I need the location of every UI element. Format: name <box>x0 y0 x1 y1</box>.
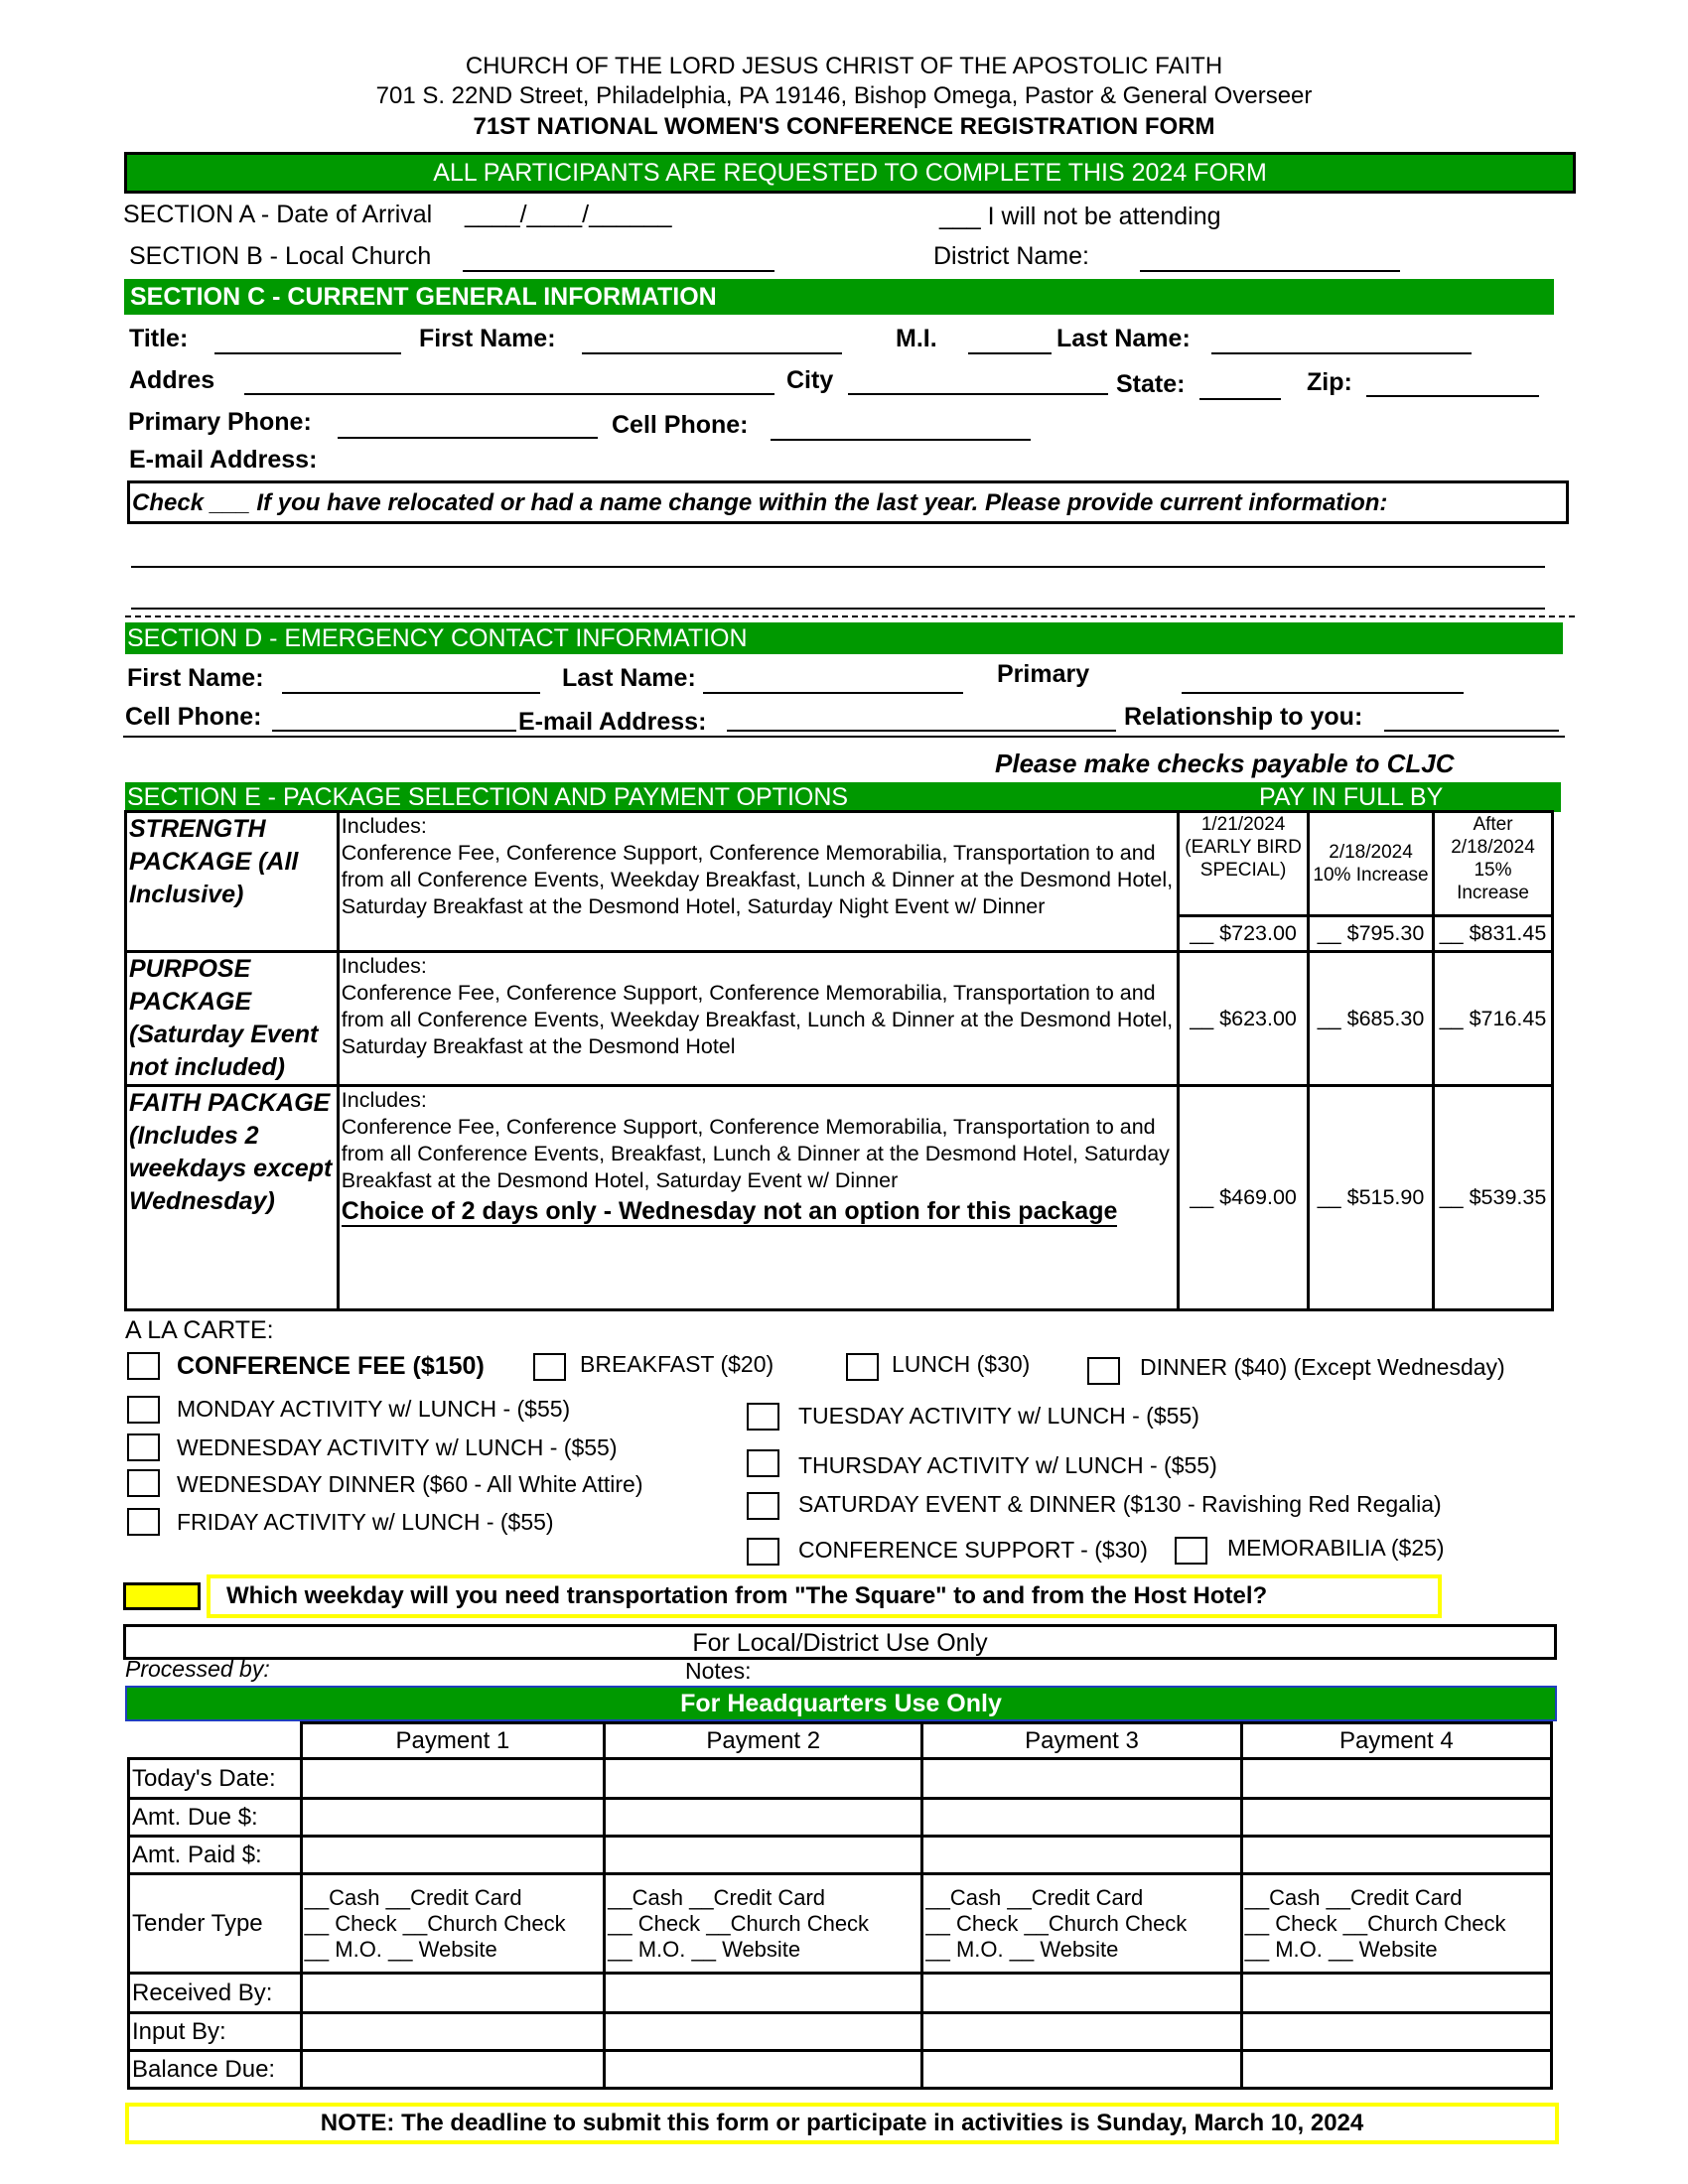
arrival-date-field[interactable]: ____/____/______ <box>465 201 672 228</box>
payment-3-header: Payment 3 <box>922 1723 1241 1759</box>
purpose-price-1[interactable]: __ $623.00 <box>1179 952 1309 1086</box>
cell-phone-field[interactable] <box>771 439 1031 441</box>
received-by-cell[interactable] <box>605 1974 922 2013</box>
info-line-2[interactable] <box>131 608 1545 610</box>
ec-email-field[interactable] <box>727 730 1116 732</box>
amt-paid-cell[interactable] <box>922 1837 1241 1874</box>
purpose-price-2[interactable]: __ $685.30 <box>1309 952 1434 1086</box>
col-header-early-bird: 1/21/2024 (EARLY BIRD SPECIAL) <box>1179 812 1309 916</box>
ec-first-name-label: First Name: <box>127 664 264 692</box>
address-label: Addres <box>129 366 215 394</box>
processed-by-label: Processed by: <box>125 1656 270 1682</box>
todays-date-label: Today's Date: <box>129 1759 302 1799</box>
amt-due-cell[interactable] <box>922 1799 1241 1837</box>
received-by-cell[interactable] <box>922 1974 1241 2013</box>
ec-primary-label: Primary <box>997 660 1090 688</box>
strength-package-name: STRENGTH PACKAGE (All Inclusive) <box>126 812 339 952</box>
checks-payable-note: Please make checks payable to CLJC <box>995 749 1455 778</box>
input-by-cell[interactable] <box>301 2013 604 2051</box>
balance-due-label: Balance Due: <box>129 2051 302 2089</box>
wednesday-label: WEDNESDAY ACTIVITY w/ LUNCH - ($55) <box>177 1434 618 1460</box>
col-header-10pct: 2/18/2024 10% Increase <box>1309 812 1434 916</box>
district-label: District Name: <box>933 242 1089 270</box>
ec-relationship-field[interactable] <box>1384 730 1559 732</box>
tender-type-cell[interactable]: __Cash __Credit Card __ Check __Church Check __ M.O. __ Website <box>605 1874 922 1974</box>
col-header-15pct: After 2/18/2024 15% Increase <box>1434 812 1553 916</box>
memorabilia-checkbox[interactable] <box>1175 1537 1207 1565</box>
transport-question: Which weekday will you need transportation from "The Square" to and from the Host Hotel? <box>207 1574 1442 1618</box>
pay-in-full-label: PAY IN FULL BY <box>1259 783 1444 811</box>
state-label: State: <box>1116 370 1186 398</box>
faith-package-name: FAITH PACKAGE (Includes 2 weekdays except Wednesday) <box>126 1086 339 1310</box>
zip-label: Zip: <box>1307 368 1352 396</box>
section-e-title: SECTION E - PACKAGE SELECTION AND PAYMENT OPTIONS <box>127 783 849 811</box>
first-name-field[interactable] <box>582 352 842 354</box>
saturday-checkbox[interactable] <box>747 1492 779 1520</box>
title-field[interactable] <box>214 352 401 354</box>
first-name-label: First Name: <box>419 325 556 352</box>
last-name-field[interactable] <box>1211 352 1472 354</box>
tuesday-label: TUESDAY ACTIVITY w/ LUNCH - ($55) <box>798 1403 1199 1429</box>
faith-price-2[interactable]: __ $515.90 <box>1309 1086 1434 1310</box>
ec-relationship-label: Relationship to you: <box>1124 703 1363 731</box>
a-la-carte-title: A LA CARTE: <box>125 1316 274 1344</box>
ec-cell-field[interactable] <box>272 730 516 732</box>
breakfast-checkbox[interactable] <box>533 1353 566 1381</box>
amt-due-cell[interactable] <box>301 1799 604 1837</box>
payment-1-header: Payment 1 <box>301 1723 604 1759</box>
amt-paid-cell[interactable] <box>605 1837 922 1874</box>
faith-price-3[interactable]: __ $539.35 <box>1434 1086 1553 1310</box>
city-label: City <box>786 366 834 394</box>
todays-date-cell[interactable] <box>301 1759 604 1799</box>
purpose-package-name: PURPOSE PACKAGE (Saturday Event not included) <box>126 952 339 1086</box>
amt-paid-label: Amt. Paid $: <box>129 1837 302 1874</box>
todays-date-cell[interactable] <box>1241 1759 1551 1799</box>
mi-label: M.I. <box>896 325 937 352</box>
thursday-label: THURSDAY ACTIVITY w/ LUNCH - ($55) <box>798 1452 1217 1478</box>
section-d-header: SECTION D - EMERGENCY CONTACT INFORMATION <box>125 622 1563 654</box>
faith-price-1[interactable]: __ $469.00 <box>1179 1086 1309 1310</box>
dinner-label: DINNER ($40) (Except Wednesday) <box>1140 1354 1505 1380</box>
amt-paid-cell[interactable] <box>301 1837 604 1874</box>
input-by-cell[interactable] <box>605 2013 922 2051</box>
mi-field[interactable] <box>968 352 1052 354</box>
title-label: Title: <box>129 325 189 352</box>
received-by-cell[interactable] <box>1241 1974 1551 2013</box>
faith-package-note: Choice of 2 days only - Wednesday not an option for this package <box>341 1197 1118 1225</box>
notes-label: Notes: <box>685 1658 752 1684</box>
received-by-cell[interactable] <box>301 1974 604 2013</box>
wednesday-dinner-label: WEDNESDAY DINNER ($60 - All White Attire) <box>177 1471 643 1497</box>
balance-due-cell[interactable] <box>922 2051 1241 2089</box>
hq-header: For Headquarters Use Only <box>125 1686 1557 1721</box>
ec-last-name-field[interactable] <box>703 692 963 694</box>
hq-table <box>127 1721 1553 2090</box>
deadline-note: NOTE: The deadline to submit this form or participate in activities is Sunday, March 10, 2024 <box>125 2103 1559 2144</box>
input-by-cell[interactable] <box>922 2013 1241 2051</box>
purpose-package-desc: Includes: Conference Fee, Conference Support, Conference Memorabilia, Transportation to and from all Conference Events, Weekday Breakfast, Lunch & Dinner at the Desmond Hotel, Saturday Breakfast at the Desmond Hotel <box>338 952 1178 1086</box>
payment-4-header: Payment 4 <box>1241 1723 1551 1759</box>
primary-phone-label: Primary Phone: <box>128 408 312 436</box>
form-title: 71ST NATIONAL WOMEN'S CONFERENCE REGISTRATION FORM <box>473 113 1215 140</box>
email-label: E-mail Address: <box>129 446 318 474</box>
city-field[interactable] <box>848 393 1108 395</box>
input-by-cell[interactable] <box>1241 2013 1551 2051</box>
section-c-header: SECTION C - CURRENT GENERAL INFORMATION <box>124 279 1554 315</box>
tender-type-cell[interactable]: __Cash __Credit Card __ Check __Church Check __ M.O. __ Website <box>1241 1874 1551 1974</box>
friday-checkbox[interactable] <box>127 1508 160 1536</box>
info-line-1[interactable] <box>131 566 1545 568</box>
ec-last-name-label: Last Name: <box>562 664 696 692</box>
friday-label: FRIDAY ACTIVITY w/ LUNCH - ($55) <box>177 1509 554 1535</box>
local-church-field[interactable] <box>463 270 774 272</box>
balance-due-cell[interactable] <box>1241 2051 1551 2089</box>
banner: ALL PARTICIPANTS ARE REQUESTED TO COMPLETE THIS 2024 FORM <box>124 152 1576 194</box>
section-d-rule <box>123 736 1565 738</box>
breakfast-label: BREAKFAST ($20) <box>580 1351 774 1377</box>
todays-date-cell[interactable] <box>605 1759 922 1799</box>
ec-cell-label: Cell Phone: <box>125 703 262 731</box>
amt-paid-cell[interactable] <box>1241 1837 1551 1874</box>
monday-checkbox[interactable] <box>127 1396 160 1424</box>
dinner-checkbox[interactable] <box>1087 1357 1120 1385</box>
purpose-price-3[interactable]: __ $716.45 <box>1434 952 1553 1086</box>
memorabilia-label: MEMORABILIA ($25) <box>1227 1535 1445 1561</box>
amt-due-label: Amt. Due $: <box>129 1799 302 1837</box>
church-address: 701 S. 22ND Street, Philadelphia, PA 19146, Bishop Omega, Pastor & General Overseer <box>375 82 1313 109</box>
support-checkbox[interactable] <box>747 1538 779 1566</box>
strength-price-1[interactable]: __ $723.00 <box>1179 916 1309 952</box>
tender-type-cell[interactable]: __Cash __Credit Card __ Check __Church Check __ M.O. __ Website <box>922 1874 1241 1974</box>
cell-phone-label: Cell Phone: <box>612 411 749 439</box>
todays-date-cell[interactable] <box>922 1759 1241 1799</box>
primary-phone-field[interactable] <box>338 437 598 439</box>
strength-package-desc: Includes: Conference Fee, Conference Support, Conference Memorabilia, Transportation to and from all Conference Events, Weekday Breakfast, Lunch & Dinner at the Desmond Hotel, Saturday Breakfast at the Desmond Hotel, Saturday Night Event w/ Dinner <box>338 812 1178 952</box>
wednesday-dinner-checkbox[interactable] <box>127 1469 160 1497</box>
state-field[interactable] <box>1199 398 1281 400</box>
ec-first-name-field[interactable] <box>282 692 540 694</box>
tender-type-label: Tender Type <box>129 1874 302 1974</box>
strength-price-3[interactable]: __ $831.45 <box>1434 916 1553 952</box>
amt-due-cell[interactable] <box>1241 1799 1551 1837</box>
wednesday-checkbox[interactable] <box>127 1433 160 1461</box>
address-field[interactable] <box>244 393 774 395</box>
ec-primary-field[interactable] <box>1182 692 1464 694</box>
monday-label: MONDAY ACTIVITY w/ LUNCH - ($55) <box>177 1396 571 1422</box>
section-e-header <box>125 782 1561 812</box>
package-table <box>124 810 1554 1311</box>
faith-package-desc: Includes: Conference Fee, Conference Support, Conference Memorabilia, Transportation to and from all Conference Events, Breakfast, Lunch & Dinner at the Desmond Hotel, Saturday Breakfast at the Desmond Hotel, Saturday Event w/ Dinner Choice of 2 days only - Wednesday not an option for this package <box>338 1086 1178 1310</box>
payment-2-header: Payment 2 <box>605 1723 922 1759</box>
thursday-checkbox[interactable] <box>747 1449 779 1477</box>
tuesday-checkbox[interactable] <box>747 1403 779 1431</box>
last-name-label: Last Name: <box>1056 325 1191 352</box>
lunch-checkbox[interactable] <box>846 1353 879 1381</box>
local-use-box: For Local/District Use Only <box>123 1624 1557 1660</box>
amt-due-cell[interactable] <box>605 1799 922 1837</box>
conference-fee-label: CONFERENCE FEE ($150) <box>177 1352 485 1380</box>
transport-answer-field[interactable] <box>123 1582 201 1610</box>
balance-due-cell[interactable] <box>605 2051 922 2089</box>
input-by-label: Input By: <box>129 2013 302 2051</box>
conference-fee-checkbox[interactable] <box>127 1352 160 1380</box>
ec-email-label: E-mail Address: <box>518 708 707 736</box>
strength-price-2[interactable]: __ $795.30 <box>1309 916 1434 952</box>
not-attending-field[interactable]: ___ I will not be attending <box>939 203 1221 230</box>
tender-type-cell[interactable]: __Cash __Credit Card __ Check __Church Check __ M.O. __ Website <box>301 1874 604 1974</box>
saturday-label: SATURDAY EVENT & DINNER ($130 - Ravishing Red Regalia) <box>798 1491 1442 1517</box>
section-a-label: SECTION A - Date of Arrival <box>123 201 433 228</box>
zip-field[interactable] <box>1366 395 1539 397</box>
support-label: CONFERENCE SUPPORT - ($30) <box>798 1537 1148 1563</box>
lunch-label: LUNCH ($30) <box>892 1351 1031 1377</box>
received-by-label: Received By: <box>129 1974 302 2013</box>
section-b-label: SECTION B - Local Church <box>129 242 432 270</box>
dashed-divider <box>125 615 1575 617</box>
relocation-check[interactable]: Check ___ If you have relocated or had a name change within the last year. Please provide current information: <box>127 480 1569 524</box>
church-name: CHURCH OF THE LORD JESUS CHRIST OF THE APOSTOLIC FAITH <box>465 53 1223 79</box>
district-field[interactable] <box>1140 270 1400 272</box>
balance-due-cell[interactable] <box>301 2051 604 2089</box>
